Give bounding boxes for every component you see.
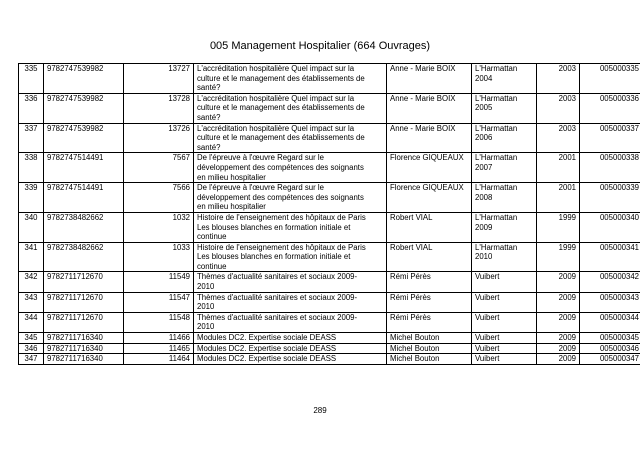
publisher-cell: Vuibert	[472, 343, 537, 354]
year-cell: 2001	[537, 153, 580, 183]
year-cell: 2001	[537, 183, 580, 213]
reference-cell: 005000345	[580, 333, 640, 344]
row-number: 347	[19, 354, 44, 365]
table-row	[19, 333, 640, 344]
table-row	[19, 123, 640, 153]
reference-cell: 005000340	[580, 212, 640, 242]
row-number: 342	[19, 272, 44, 292]
title-cell: Modules DC2. Expertise sociale DEASS	[194, 354, 387, 365]
isbn-cell: 9782711712670	[44, 292, 124, 312]
publisher-cell: L'Harmattan 2008	[472, 183, 537, 213]
code-cell: 13727	[124, 64, 194, 94]
title-cell: Thèmes d'actualité sanitaires et sociaux 2009- 2010	[194, 292, 387, 312]
reference-cell: 005000341	[580, 242, 640, 272]
publisher-cell: L'Harmattan 2005	[472, 93, 537, 123]
isbn-cell: 9782711716340	[44, 354, 124, 365]
table-row	[19, 292, 640, 312]
isbn-cell: 9782738482662	[44, 212, 124, 242]
year-cell: 2009	[537, 312, 580, 332]
table-row	[19, 242, 640, 272]
year-cell: 2003	[537, 123, 580, 153]
row-number: 335	[19, 64, 44, 94]
title-cell: Modules DC2. Expertise sociale DEASS	[194, 333, 387, 344]
row-number: 338	[19, 153, 44, 183]
publisher-cell: Vuibert	[472, 333, 537, 344]
title-cell: L'accréditation hospitalière Quel impact sur la culture et le management des établissements de santé?	[194, 64, 387, 94]
code-cell: 11466	[124, 333, 194, 344]
author-cell: Robert VIAL	[387, 212, 472, 242]
table-row	[19, 343, 640, 354]
reference-cell: 005000344	[580, 312, 640, 332]
table-row	[19, 93, 640, 123]
title-cell: L'accréditation hospitalière Quel impact sur la culture et le management des établissements de santé?	[194, 123, 387, 153]
author-cell: Florence GIQUEAUX	[387, 153, 472, 183]
year-cell: 2003	[537, 64, 580, 94]
book-table	[18, 63, 640, 365]
row-number: 339	[19, 183, 44, 213]
publisher-cell: L'Harmattan 2004	[472, 64, 537, 94]
code-cell: 11547	[124, 292, 194, 312]
author-cell: Anne - Marie BOIX	[387, 64, 472, 94]
row-number: 340	[19, 212, 44, 242]
year-cell: 1999	[537, 212, 580, 242]
code-cell: 13726	[124, 123, 194, 153]
reference-cell: 005000337	[580, 123, 640, 153]
code-cell: 7567	[124, 153, 194, 183]
author-cell: Rémi Pérès	[387, 312, 472, 332]
isbn-cell: 9782711712670	[44, 312, 124, 332]
publisher-cell: L'Harmattan 2007	[472, 153, 537, 183]
author-cell: Rémi Pérès	[387, 272, 472, 292]
reference-cell: 005000338	[580, 153, 640, 183]
table-row	[19, 153, 640, 183]
publisher-cell: Vuibert	[472, 312, 537, 332]
year-cell: 2009	[537, 333, 580, 344]
isbn-cell: 9782747514491	[44, 183, 124, 213]
reference-cell: 005000343	[580, 292, 640, 312]
year-cell: 2009	[537, 292, 580, 312]
title-cell: L'accréditation hospitalière Quel impact sur la culture et le management des établissements de santé?	[194, 93, 387, 123]
reference-cell: 005000347	[580, 354, 640, 365]
year-cell: 2009	[537, 343, 580, 354]
isbn-cell: 9782738482662	[44, 242, 124, 272]
row-number: 345	[19, 333, 44, 344]
year-cell: 2009	[537, 272, 580, 292]
table-row	[19, 64, 640, 94]
page-title: 005 Management Hospitalier (664 Ouvrages)	[209, 40, 431, 52]
isbn-cell: 9782711712670	[44, 272, 124, 292]
table-body	[19, 64, 640, 365]
publisher-cell: Vuibert	[472, 292, 537, 312]
row-number: 343	[19, 292, 44, 312]
code-cell: 11464	[124, 354, 194, 365]
publisher-cell: Vuibert	[472, 272, 537, 292]
table-row	[19, 312, 640, 332]
code-cell: 1033	[124, 242, 194, 272]
author-cell: Robert VIAL	[387, 242, 472, 272]
table-row	[19, 212, 640, 242]
author-cell: Rémi Pérès	[387, 292, 472, 312]
page-number: 289	[313, 406, 327, 415]
row-number: 336	[19, 93, 44, 123]
publisher-cell: L'Harmattan 2009	[472, 212, 537, 242]
author-cell: Michel Bouton	[387, 333, 472, 344]
isbn-cell: 9782747539982	[44, 123, 124, 153]
publisher-cell: Vuibert	[472, 354, 537, 365]
code-cell: 11465	[124, 343, 194, 354]
isbn-cell: 9782747539982	[44, 93, 124, 123]
code-cell: 11548	[124, 312, 194, 332]
title-cell: Histoire de l'enseignement des hôpitaux de Paris Les blouses blanches en formation initiale et continue	[194, 242, 387, 272]
table-row	[19, 272, 640, 292]
table-row	[19, 354, 640, 365]
author-cell: Anne - Marie BOIX	[387, 123, 472, 153]
row-number: 337	[19, 123, 44, 153]
reference-cell: 005000335	[580, 64, 640, 94]
row-number: 346	[19, 343, 44, 354]
author-cell: Michel Bouton	[387, 343, 472, 354]
year-cell: 2009	[537, 354, 580, 365]
year-cell: 2003	[537, 93, 580, 123]
row-number: 341	[19, 242, 44, 272]
title-cell: De l'épreuve à l'œuvre Regard sur le développement des compétences des soignants en milieu hospitalier	[194, 153, 387, 183]
isbn-cell: 9782747539982	[44, 64, 124, 94]
code-cell: 11549	[124, 272, 194, 292]
title-cell: Thèmes d'actualité sanitaires et sociaux 2009- 2010	[194, 312, 387, 332]
reference-cell: 005000336	[580, 93, 640, 123]
author-cell: Florence GIQUEAUX	[387, 183, 472, 213]
reference-cell: 005000339	[580, 183, 640, 213]
title-cell: Thèmes d'actualité sanitaires et sociaux 2009- 2010	[194, 272, 387, 292]
table-row	[19, 183, 640, 213]
code-cell: 7566	[124, 183, 194, 213]
isbn-cell: 9782711716340	[44, 333, 124, 344]
title-cell: Histoire de l'enseignement des hôpitaux de Paris Les blouses blanches en formation initiale et continue	[194, 212, 387, 242]
code-cell: 13728	[124, 93, 194, 123]
code-cell: 1032	[124, 212, 194, 242]
row-number: 344	[19, 312, 44, 332]
title-cell: De l'épreuve à l'œuvre Regard sur le développement des compétences des soignants en milieu hospitalier	[194, 183, 387, 213]
isbn-cell: 9782711716340	[44, 343, 124, 354]
reference-cell: 005000342	[580, 272, 640, 292]
author-cell: Michel Bouton	[387, 354, 472, 365]
publisher-cell: L'Harmattan 2010	[472, 242, 537, 272]
isbn-cell: 9782747514491	[44, 153, 124, 183]
publisher-cell: L'Harmattan 2006	[472, 123, 537, 153]
title-cell: Modules DC2. Expertise sociale DEASS	[194, 343, 387, 354]
year-cell: 1999	[537, 242, 580, 272]
reference-cell: 005000346	[580, 343, 640, 354]
author-cell: Anne - Marie BOIX	[387, 93, 472, 123]
